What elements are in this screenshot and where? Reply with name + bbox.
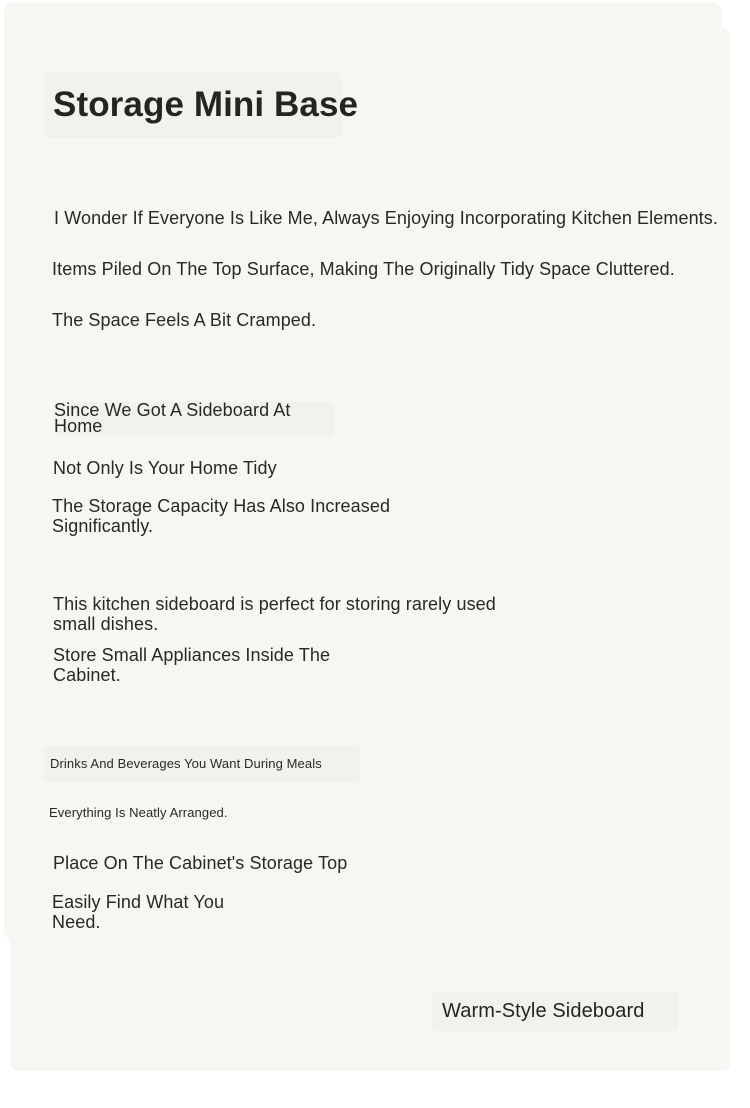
footer-label: Warm-Style Sideboard [432,991,678,1031]
intro-line-2: Items Piled On The Top Surface, Making The Originally Tidy Space Cluttered. [52,259,675,279]
small-dishes-line: This kitchen sideboard is perfect for storing rarely used small dishes. [53,594,496,634]
intro-line-1: I Wonder If Everyone Is Like Me, Always Enjoying Incorporating Kitchen Elements. [54,208,718,228]
storage-capacity-line: The Storage Capacity Has Also Increased Significantly. [52,496,391,536]
neatly-arranged-line: Everything Is Neatly Arranged. [49,805,228,820]
drinks-line: Drinks And Beverages You Want During Meals [44,746,360,782]
sideboard-heading: Since We Got A Sideboard At Home [54,402,334,436]
page-title: Storage Mini Base [44,72,341,138]
easily-find-line: Easily Find What You Need. [52,892,225,932]
small-appliances-line: Store Small Appliances Inside The Cabinet. [53,645,331,685]
storage-top-line: Place On The Cabinet's Storage Top [53,853,348,873]
intro-line-3: The Space Feels A Bit Cramped. [52,310,317,330]
tidy-home-line: Not Only Is Your Home Tidy [53,458,277,478]
